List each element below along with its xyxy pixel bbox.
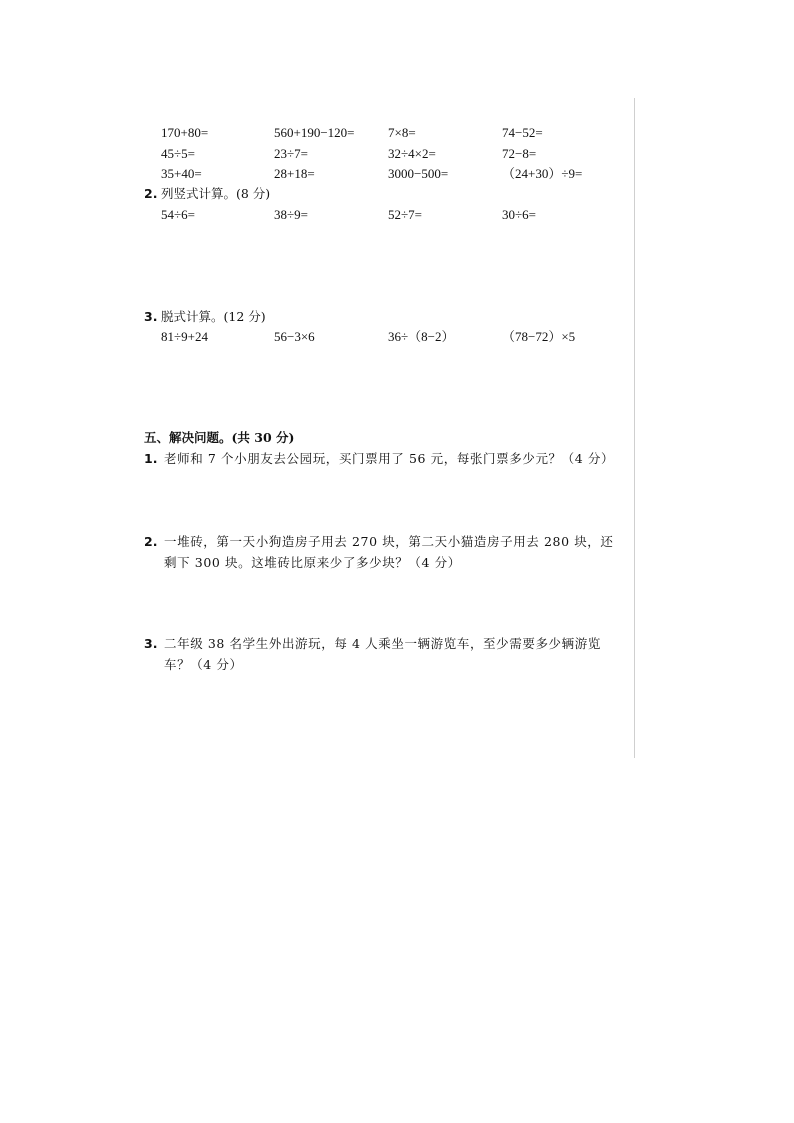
- oral-calc-item: 74−52=: [502, 125, 543, 140]
- oral-calc-item: 32÷4×2=: [388, 146, 436, 161]
- section-heading: 列竖式计算。(8 分): [161, 186, 271, 201]
- question-number: 2.: [144, 186, 158, 201]
- oral-calc-item: 72−8=: [502, 146, 537, 161]
- question-text: 老师和 7 个小朋友去公园玩，买门票用了 56 元，每张门票多少元？（4 分）: [164, 451, 615, 466]
- step-calc-item: 56−3×6: [274, 329, 315, 344]
- oral-calc-item: 170+80=: [161, 125, 209, 140]
- oral-calc-item: 45÷5=: [161, 146, 195, 161]
- oral-calc-item: 3000−500=: [388, 166, 449, 181]
- vertical-calc-item: 52÷7=: [388, 207, 422, 222]
- vertical-calc-item: 54÷6=: [161, 207, 195, 222]
- question-text: 一堆砖，第一天小狗造房子用去 270 块，第二天小猫造房子用去 280 块，还: [164, 534, 614, 549]
- vertical-calc-item: 38÷9=: [274, 207, 308, 222]
- step-calc-item: 36÷（8−2）: [388, 329, 455, 344]
- section-title: 五、解决问题。(共 30 分): [144, 430, 295, 445]
- vertical-calc-item: 30÷6=: [502, 207, 536, 222]
- page-edge-line: [634, 98, 635, 758]
- step-calc-item: （78−72）×5: [502, 329, 576, 344]
- oral-calc-item: 23÷7=: [274, 146, 308, 161]
- question-text: 二年级 38 名学生外出游玩，每 4 人乘坐一辆游览车，至少需要多少辆游览: [164, 636, 601, 651]
- question-text: 剩下 300 块。这堆砖比原来少了多少块？（4 分）: [164, 555, 461, 570]
- step-calc-item: 81÷9+24: [161, 329, 208, 344]
- oral-calc-item: 560+190−120=: [274, 125, 355, 140]
- question-number: 3.: [144, 309, 158, 324]
- oral-calc-item: 28+18=: [274, 166, 315, 181]
- question-number: 2.: [144, 534, 158, 549]
- question-number: 3.: [144, 636, 158, 651]
- oral-calc-item: 35+40=: [161, 166, 202, 181]
- oral-calc-item: 7×8=: [388, 125, 416, 140]
- oral-calc-item: （24+30）÷9=: [502, 166, 583, 181]
- question-text: 车？（4 分）: [164, 657, 243, 672]
- question-number: 1.: [144, 451, 158, 466]
- section-heading: 脱式计算。(12 分): [161, 309, 266, 324]
